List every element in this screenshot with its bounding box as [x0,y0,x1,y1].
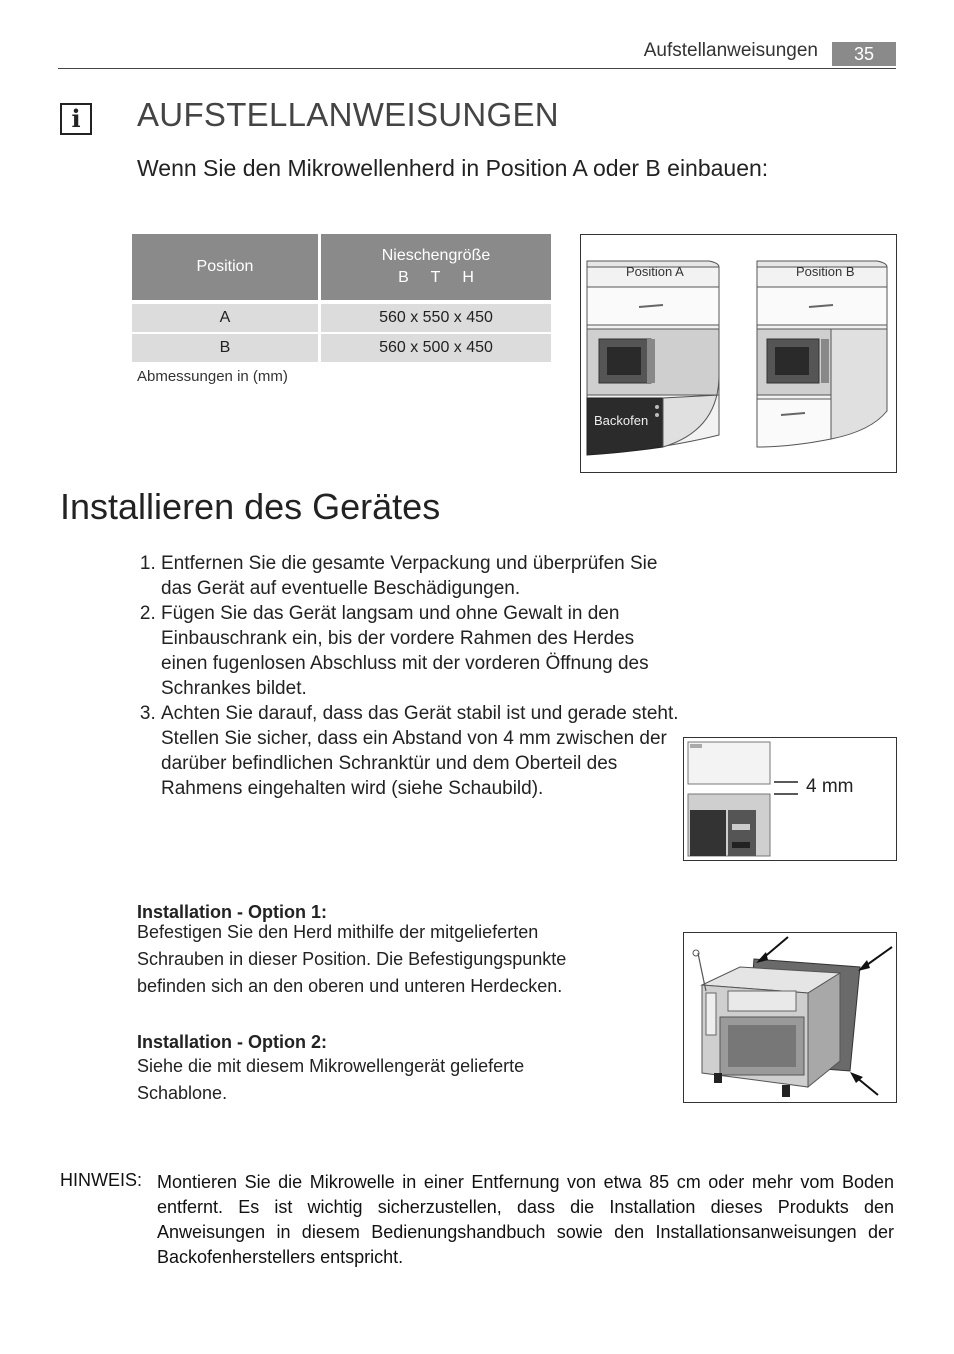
table-header-dims: B T H [398,269,474,286]
note-text: Montieren Sie die Mikrowelle in einer Entfernung von etwa 85 cm oder mehr vom Boden entfernt. Es ist wichtig sicherzustellen, dass die Installation dieses Produkts den Anweisungen in diesem Bedienungshandbuch sowie den Installationsanweisungen der Backofenherstellers entspricht. [157,1172,894,1267]
gap-label: 4 mm [806,776,854,797]
label-position-a: Position A [626,264,684,279]
table-note: Abmessungen in (mm) [137,368,288,385]
section-title: AUFSTELLANWEISUNGEN [137,96,559,133]
table-header-position: Position [132,234,321,300]
option-2-text: Siehe die mit diesem Mikrowellengerät gelieferte Schablone. [137,1056,525,1103]
page-number: 35 [832,42,896,66]
installation-steps [137,551,681,801]
table-cell-size: 560 x 500 x 450 [321,332,551,362]
label-oven: Backofen [594,413,649,428]
header-rule [58,68,896,69]
option-2 [137,1032,607,1107]
table-header-size [321,234,551,300]
info-icon: i [60,103,92,135]
table-row [132,332,551,362]
table-cell-position: A [132,302,321,332]
mounting-figure [683,932,897,1103]
table-row [132,302,551,332]
option-2-heading: Installation - Option 2: [137,1032,327,1052]
section-subtitle: Wenn Sie den Mikrowellenherd in Position A oder B einbauen: [137,155,769,181]
mounting-illustration [684,933,896,1102]
gap-figure [683,737,897,861]
option-1 [137,902,617,1000]
list-item: 3. Achten Sie darauf, dass das Gerät stabil ist und gerade steht. Stellen Sie sicher, dass ein Abstand von 4 mm zwischen der darüber befindlichen Schranktür und dem Oberteil des Rahmens eingehalten wird (siehe Schaubild). [161,701,681,801]
position-figure [580,234,897,473]
list-item: 1. Entfernen Sie die gesamte Verpackung und überprüfen Sie das Gerät auf eventuelle Beschädigungen. [161,551,681,601]
option-1-text: Befestigen Sie den Herd mithilfe der mitgelieferten Schrauben in dieser Position. Die Befestigungspunkte befinden sich an den oberen und unteren Herdecken. [137,922,567,996]
label-position-b: Position B [796,264,855,279]
table-header-size-label: Nieschengröße [381,247,491,264]
note-label: HINWEIS: [60,1170,143,1190]
niche-size-table [132,234,551,362]
table-cell-size: 560 x 550 x 450 [321,302,551,332]
gap-illustration [684,738,896,860]
list-item: 2. Fügen Sie das Gerät langsam und ohne Gewalt in den Einbauschrank ein, bis der vordere Rahmen des Herdes einen fugenlosen Abschluss mit der vorderen Öffnung des Schrankes bildet. [161,601,681,701]
installation-title: Installieren des Gerätes [60,486,441,527]
option-1-heading: Installation - Option 1: [137,902,327,922]
running-header: Aufstellanweisungen [643,40,818,61]
table-cell-position: B [132,332,321,362]
